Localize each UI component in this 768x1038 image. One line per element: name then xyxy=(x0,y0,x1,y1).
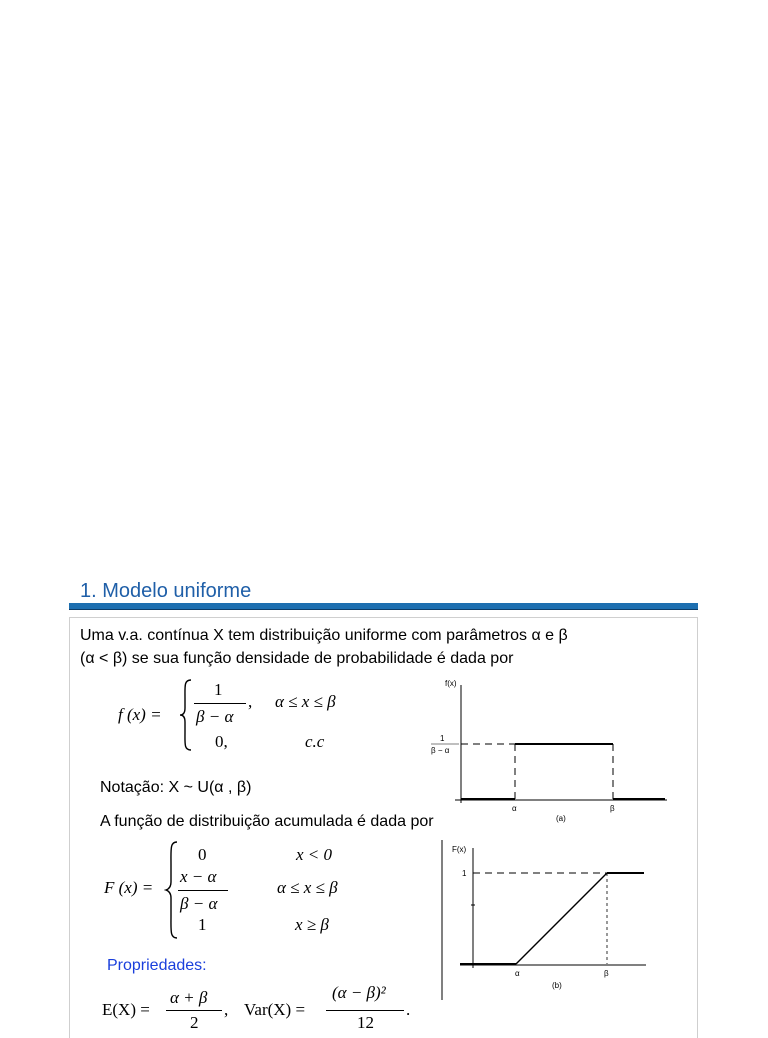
pdf-condition-2: c.c xyxy=(305,732,325,751)
title-rule xyxy=(69,603,698,610)
figure-a-tick-alpha: α xyxy=(512,804,517,813)
figure-a-level-numerator: 1 xyxy=(440,734,445,743)
expectation-numerator: α + β xyxy=(170,988,208,1007)
figure-b-tick-beta: β xyxy=(604,969,609,978)
cdf-condition-3: x ≥ β xyxy=(295,915,329,934)
figure-a-caption: (a) xyxy=(556,814,566,823)
variance-lhs: Var(X) = xyxy=(244,1000,306,1019)
variance-fraction-bar xyxy=(326,1010,404,1011)
expectation-denominator: 2 xyxy=(190,1013,199,1032)
intro-line-1: Uma v.a. contínua X tem distribuição uniforme com parâmetros α e β xyxy=(80,627,568,644)
figure-b-tick-alpha: α xyxy=(515,969,520,978)
pdf-lhs: f (x) = xyxy=(118,705,162,724)
cdf-condition-2: α ≤ x ≤ β xyxy=(277,878,338,897)
cdf-value-3: 1 xyxy=(198,915,207,934)
expectation-fraction-bar xyxy=(166,1010,222,1011)
expectation-lhs: E(X) = xyxy=(102,1000,150,1019)
moments-end: . xyxy=(406,1000,411,1019)
figure-a-tick-beta: β xyxy=(610,804,615,813)
cdf-fraction-bar xyxy=(178,890,228,891)
properties-heading: Propriedades: xyxy=(107,957,207,974)
figure-b-ramp xyxy=(516,873,607,964)
cdf-numerator: x − α xyxy=(180,867,217,886)
pdf-condition-1: α ≤ x ≤ β xyxy=(275,692,336,711)
pdf-brace xyxy=(178,678,194,752)
pdf-comma: , xyxy=(248,692,253,711)
notation-line: Notação: X ~ U(α , β) xyxy=(100,779,252,796)
cdf-denominator: β − α xyxy=(180,894,218,913)
figure-b-level-label: 1 xyxy=(462,869,467,878)
slide-title: 1. Modelo uniforme xyxy=(80,580,252,602)
variance-numerator: (α − β)² xyxy=(332,983,386,1002)
figure-a-density-plot xyxy=(415,675,675,825)
pdf-denominator: β − α xyxy=(196,707,234,726)
moments-separator: , xyxy=(224,1000,229,1019)
figure-a-ylabel: f(x) xyxy=(445,679,457,688)
figure-b-caption: (b) xyxy=(552,981,562,990)
intro-line-2: (α < β) se sua função densidade de probabilidade é dada por xyxy=(80,650,514,667)
figure-b-ylabel: F(x) xyxy=(452,845,467,854)
figure-b-cdf-plot xyxy=(440,840,660,1000)
figure-a-level-denominator: β − α xyxy=(431,746,450,755)
variance-denominator: 12 xyxy=(357,1013,374,1032)
cdf-lhs: F (x) = xyxy=(104,878,154,897)
cdf-intro: A função de distribuição acumulada é dada por xyxy=(100,813,434,830)
cdf-value-1: 0 xyxy=(198,845,207,864)
pdf-fraction-bar xyxy=(194,703,246,704)
cdf-condition-1: x < 0 xyxy=(296,845,333,864)
pdf-value-2: 0, xyxy=(215,732,228,751)
pdf-numerator: 1 xyxy=(214,680,223,699)
